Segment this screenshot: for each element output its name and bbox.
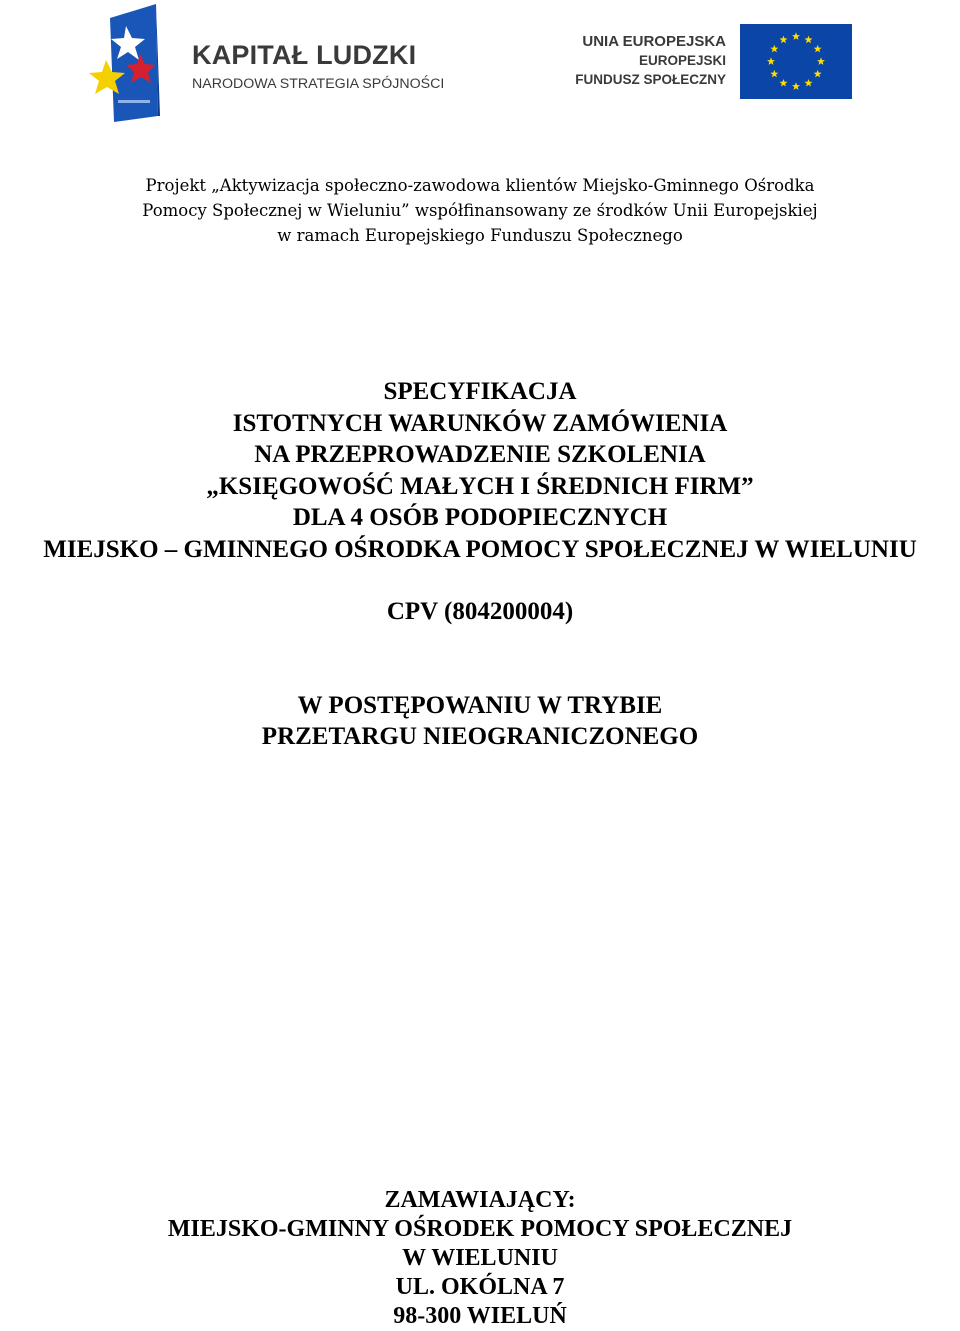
eu-flag-icon [740, 24, 852, 99]
eu-logo-text [575, 32, 726, 89]
eu-star-icon [814, 45, 822, 53]
eu-star-icon [805, 79, 813, 87]
kapital-ludzki-emblem-icon [88, 4, 188, 122]
cpv-code: CPV (804200004) [386, 598, 574, 625]
eu-star-icon [792, 32, 800, 40]
eu-logo [570, 22, 860, 102]
title-line-4: „KSIĘGOWOŚĆ MAŁYCH I ŚREDNICH FIRM” [206, 472, 754, 500]
procedure-line-1: W POSTĘPOWANIU W TRYBIE [297, 692, 663, 719]
title-line-3: NA PRZEPROWADZENIE SZKOLENIA [254, 441, 706, 468]
title-line-5: DLA 4 OSÓB PODOPIECZNYCH [292, 504, 668, 531]
eu-logo-line-3: FUNDUSZ SPOŁECZNY [575, 72, 726, 87]
kapital-ludzki-logo [88, 4, 448, 122]
buyer-line-3: W WIELUNIU [402, 1245, 558, 1271]
title-line-6: MIEJSKO – GMINNEGO OŚRODKA POMOCY SPOŁECZNEJ W WIELUNIU [43, 535, 917, 563]
title-line-1: SPECYFIKACJA [383, 378, 577, 405]
eu-star-icon [770, 45, 778, 53]
document-title [0, 376, 960, 565]
project-line-3: w ramach Europejskiego Funduszu Społecznego [277, 226, 683, 245]
buyer-line-1: ZAMAWIAJĄCY: [384, 1187, 576, 1213]
eu-star-icon [770, 70, 778, 78]
procedure-mode [0, 690, 960, 752]
eu-star-icon [814, 70, 822, 78]
eu-star-icon [767, 57, 775, 65]
eu-logo-line-1: UNIA EUROPEJSKA [582, 33, 726, 50]
eu-star-icon [792, 82, 800, 90]
eu-star-icon [805, 36, 813, 44]
project-description [100, 173, 860, 248]
project-line-2: Pomocy Społecznej w Wieluniu” współfinansowany ze środków Unii Europejskiej [142, 201, 818, 220]
procedure-line-2: PRZETARGU NIEOGRANICZONEGO [261, 723, 699, 750]
kapital-ludzki-subtitle: NARODOWA STRATEGIA SPÓJNOŚCI [192, 76, 445, 92]
project-line-1: Projekt „Aktywizacja społeczno-zawodowa klientów Miejsko-Gminnego Ośrodka [145, 176, 815, 195]
eu-star-icon [780, 36, 788, 44]
buyer-line-2: MIEJSKO-GMINNY OŚRODEK POMOCY SPOŁECZNEJ [167, 1216, 793, 1242]
buyer-line-4: UL. OKÓLNA 7 [395, 1274, 565, 1300]
kapital-ludzki-title: KAPITAŁ LUDZKI [192, 40, 417, 70]
contracting-authority [0, 1186, 960, 1331]
eu-star-icon [817, 57, 825, 65]
eu-logo-line-2: EUROPEJSKI [638, 53, 726, 68]
title-line-2: ISTOTNYCH WARUNKÓW ZAMÓWIENIA [232, 409, 728, 437]
eu-star-icon [780, 79, 788, 87]
buyer-line-5: 98-300 WIELUŃ [393, 1303, 567, 1329]
